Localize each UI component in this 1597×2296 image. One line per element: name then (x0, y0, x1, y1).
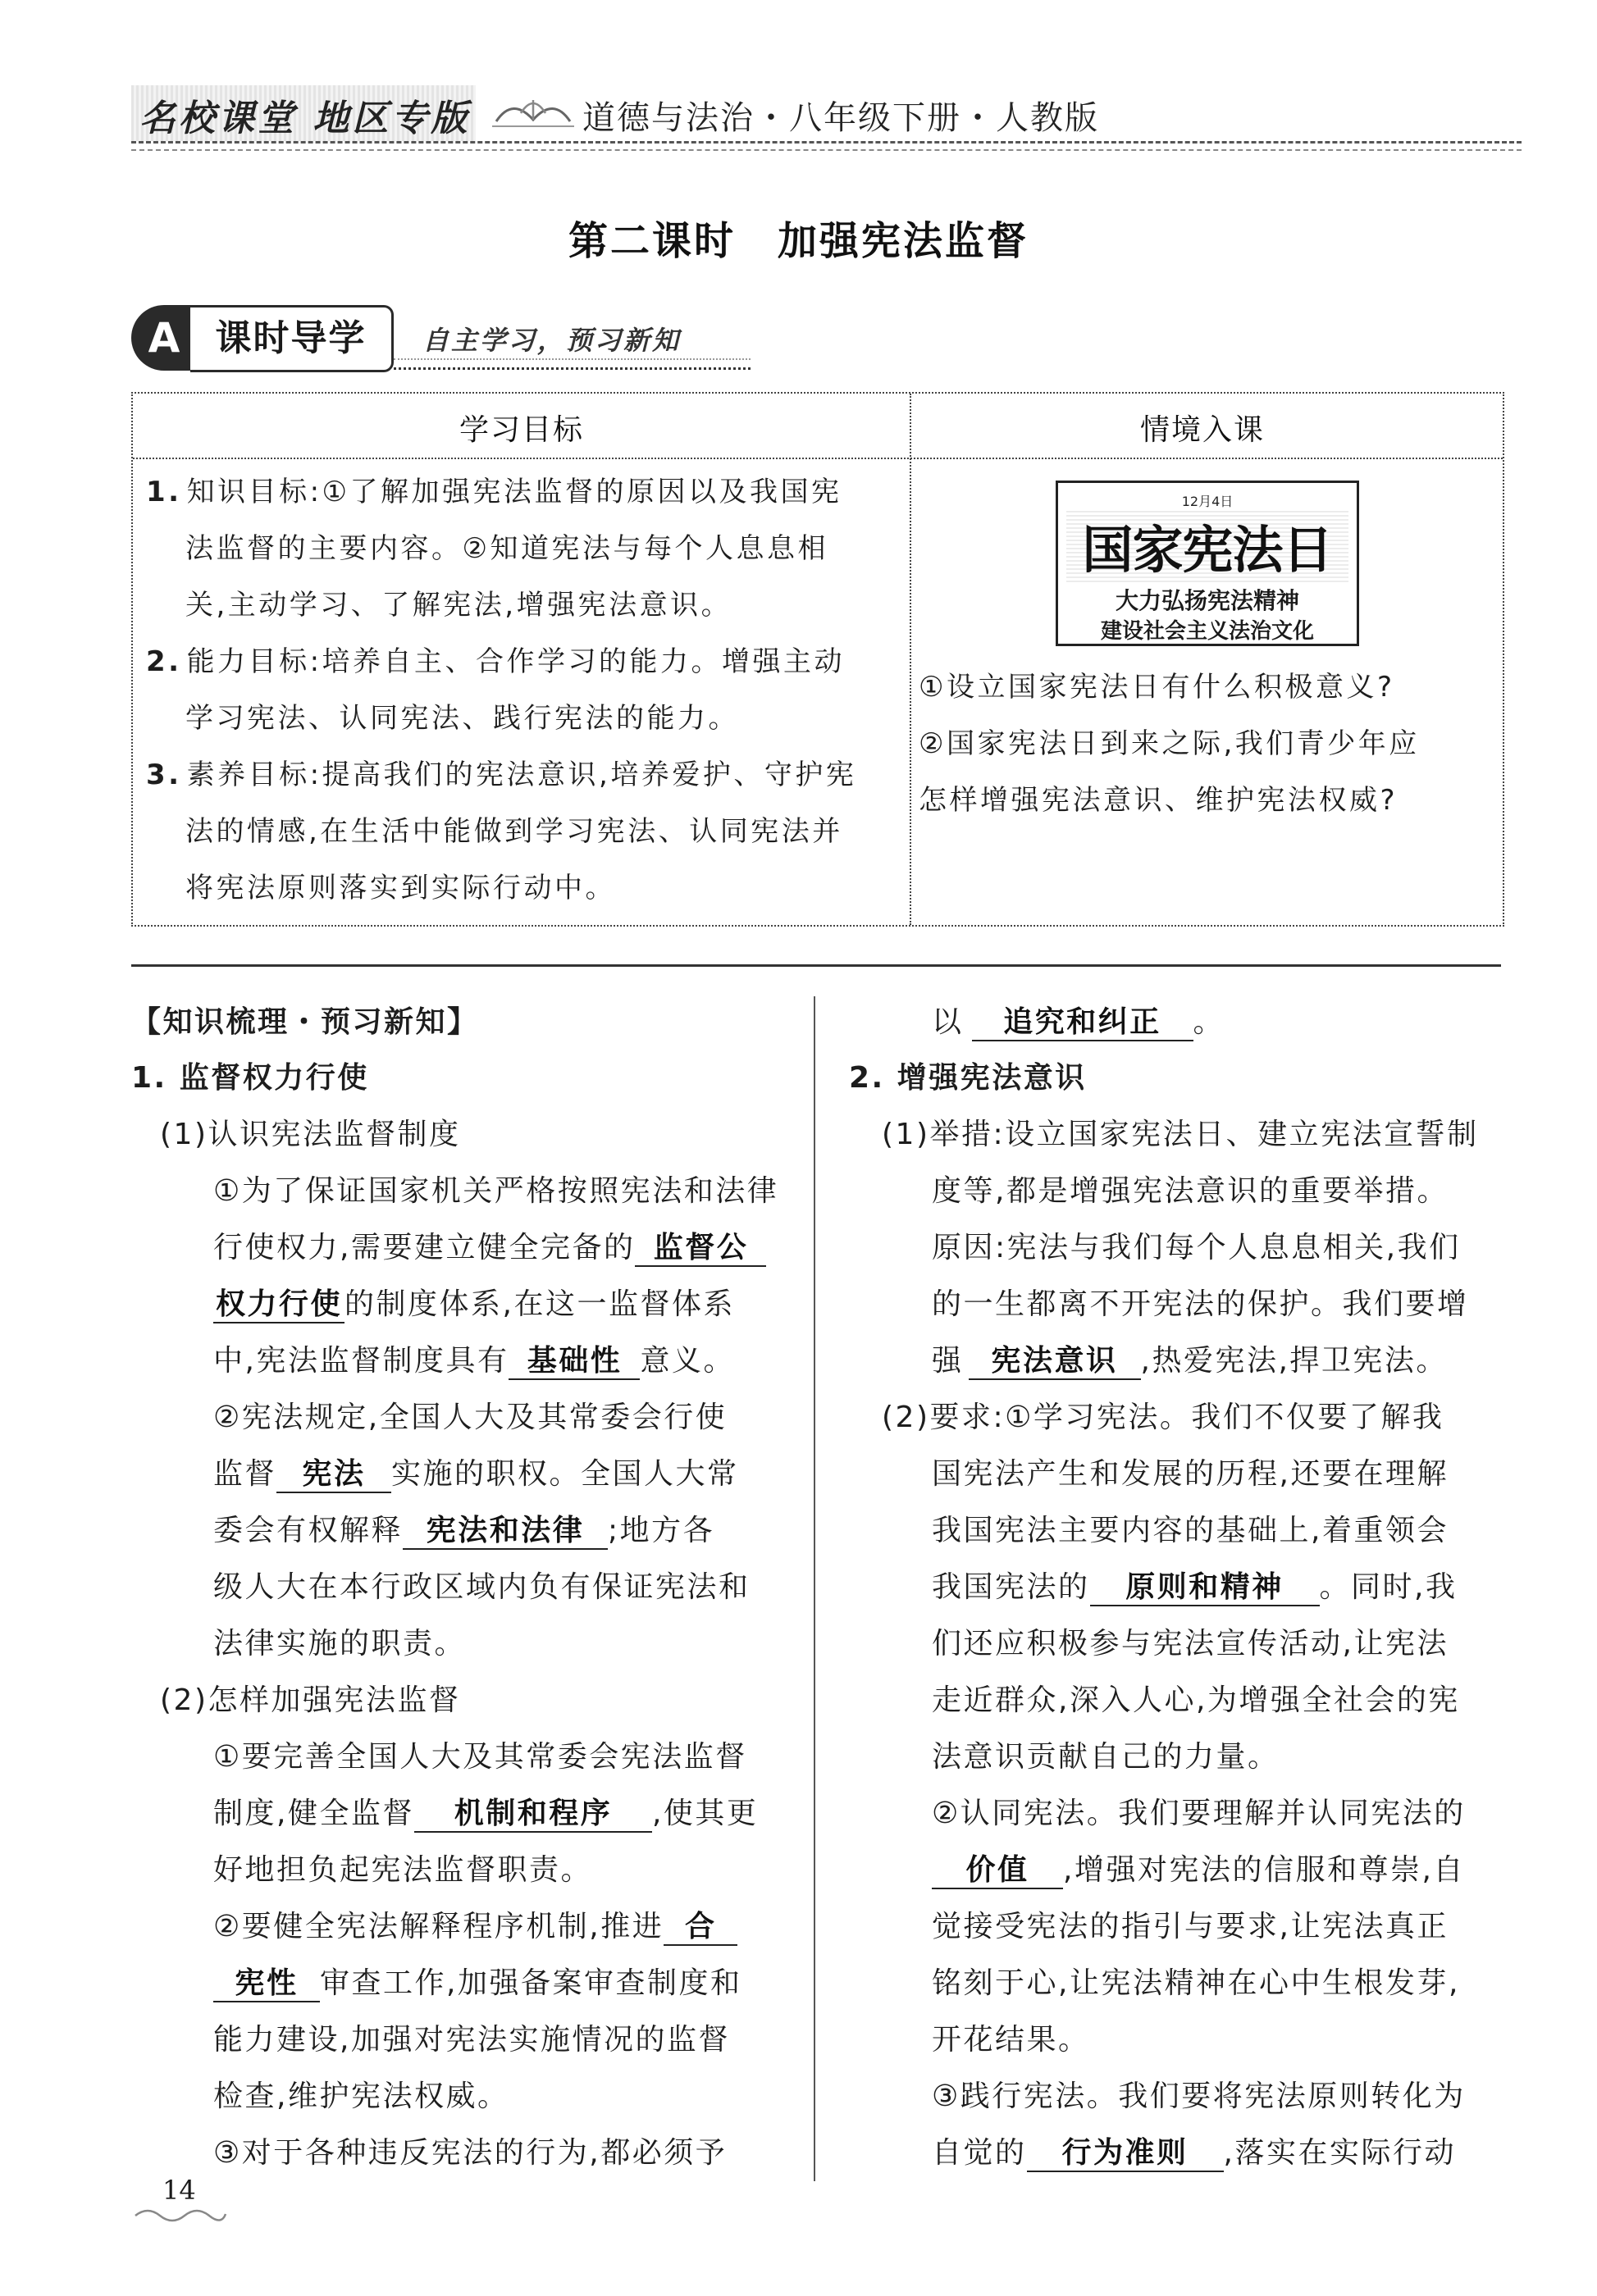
section-divider (131, 964, 1501, 967)
text-line: 度等,都是增强宪法意识的重要举措。 (932, 1174, 1449, 1208)
goal-item-2: 2. 能力目标:培养自主、合作学习的能力。增强主动 学习宪法、认同宪法、践行宪法的能力。 (146, 645, 846, 735)
text-line: ②认同宪法。我们要理解并认同宪法的 (932, 1797, 1466, 1830)
text-line: 法意识贡献自己的力量。 (932, 1740, 1280, 1774)
section-1-title: 1. 监督权力行使 (131, 1061, 369, 1095)
answer-blank: 行为准则 (1027, 2134, 1224, 2172)
text-line: (1)举措:设立国家宪法日、建立宪法宣誓制 (882, 1118, 1479, 1151)
header-scenario: 情境入课 (1140, 413, 1266, 447)
answer-blank: 合 (664, 1908, 737, 1946)
knowledge-heading: 【知识梳理・预习新知】 (131, 1005, 479, 1039)
series-title: 名校课堂 地区专版 (139, 98, 471, 139)
book-title: 道德与法治・八年级下册・人教版 (582, 99, 1099, 137)
goal-item-3: 3. 素养目标:提高我们的宪法意识,培养爱护、守护宪 法的情感,在生活中能做到学习宪法、认同宪法并 将宪法原则落实到实际行动中。 (146, 758, 857, 904)
text-line: (2)要求:①学习宪法。我们不仅要了解我 (882, 1401, 1444, 1434)
answer-blank: 机制和程序 (414, 1795, 652, 1833)
section-subtitle: 自主学习，预习新知 (422, 325, 682, 356)
section-2-title: 2. 增强宪法意识 (849, 1061, 1087, 1095)
text-line: 铭刻于心,让宪法精神在心中生根发芽, (932, 1966, 1460, 2000)
text-line: 强 宪法意识 ,热爱宪法,捍卫宪法。 (932, 1337, 1448, 1380)
table-header-divider (133, 458, 1503, 459)
answer-blank: 原则和精神 (1090, 1569, 1320, 1606)
header-rule (131, 141, 1522, 144)
subtitle-underline-top (394, 358, 751, 360)
text-line: 原因:宪法与我们每个人息息相关,我们 (932, 1231, 1461, 1264)
answer-blank: 监督公 (635, 1229, 766, 1267)
scenario-question-1: ①设立国家宪法日有什么积极意义? (919, 671, 1395, 704)
goal-number: 3. (146, 758, 182, 791)
text-line: 开花结果。 (932, 2023, 1090, 2057)
page-number: 14 (162, 2175, 196, 2206)
text-line: ②要健全宪法解释程序机制,推进 合 (213, 1903, 737, 1946)
text-line: ③践行宪法。我们要将宪法原则转化为 (932, 2080, 1466, 2113)
text-line: 法律实施的职责。 (213, 1627, 467, 1660)
page-title: 第二课时 加强宪法监督 (568, 218, 1029, 264)
text-line: ③对于各种违反宪法的行为,都必须予 (213, 2136, 728, 2170)
text-line: 好地担负起宪法监督职责。 (213, 1853, 593, 1887)
text-line: ②宪法规定,全国人大及其常委会行使 (213, 1401, 728, 1434)
constitution-day-poster (1056, 481, 1359, 646)
column-separator (814, 996, 815, 2181)
text-line: 级人大在本行政区域内负有保证宪法和 (213, 1570, 751, 1604)
swirl-ornament-icon (131, 2204, 230, 2224)
scenario-question-2-cont: 怎样增强宪法意识、维护宪法权威? (919, 784, 1399, 817)
text-line: ①要完善全国人大及其常委会宪法监督 (213, 1740, 747, 1774)
text-line: 的一生都离不开宪法的保护。我们要增 (932, 1287, 1469, 1321)
text-line: 走近群众,深入人心,为增强全社会的宪 (932, 1683, 1460, 1717)
text-line: 权力行使的制度体系,在这一监督体系 (213, 1281, 735, 1323)
answer-blank: 宪性 (213, 1965, 320, 2002)
text-line: 能力建设,加强对宪法实施情况的监督 (213, 2023, 730, 2057)
poster-slogan-2: 建设社会主义法治文化 (1100, 619, 1314, 644)
answer-blank: 宪法和法律 (403, 1512, 608, 1550)
text-line: 行使权力,需要建立健全完备的 监督公 (213, 1224, 766, 1267)
poster-date: 12月4日 (1181, 494, 1234, 509)
text-line: 自觉的 行为准则 ,落实在实际行动 (932, 2130, 1456, 2172)
text-line: 检查,维护宪法权威。 (213, 2080, 509, 2113)
text-line: ①为了保证国家机关严格按照宪法和法律 (213, 1174, 779, 1208)
text-line: 委会有权解释 宪法和法律 ;地方各 (213, 1507, 714, 1550)
text-line: 觉接受宪法的指引与要求,让宪法真正 (932, 1910, 1449, 1943)
subsection-1-2: (2)怎样加强宪法监督 (160, 1683, 461, 1717)
poster-slogan-1: 大力弘扬宪法精神 (1115, 587, 1299, 614)
text-line: 我国宪法主要内容的基础上,着重领会 (932, 1514, 1449, 1547)
answer-blank: 权力行使 (213, 1286, 344, 1323)
header-rule-secondary (131, 149, 1522, 151)
text-line: 们还应积极参与宪法宣传活动,让宪法 (932, 1627, 1449, 1660)
section-label: 课时导学 (190, 305, 394, 372)
subsection-1-1: (1)认识宪法监督制度 (160, 1118, 461, 1151)
text-line: 国宪法产生和发展的历程,还要在理解 (932, 1457, 1449, 1491)
subtitle-underline (394, 367, 751, 370)
answer-blank: 追究和纠正 (972, 1004, 1193, 1041)
answer-blank: 宪法意识 (969, 1342, 1141, 1380)
header-learning-goals: 学习目标 (459, 413, 585, 447)
text-line: 我国宪法的 原则和精神 。同时,我 (932, 1564, 1457, 1606)
poster-headline: 国家宪法日 (1066, 509, 1348, 582)
section-letter: A (131, 305, 197, 371)
text-line: 制度,健全监督 机制和程序 ,使其更 (213, 1790, 758, 1833)
leaf-ornament-icon (488, 89, 578, 134)
goal-item-1: 1. 知识目标:①了解加强宪法监督的原因以及我国宪 法监督的主要内容。②知道宪法与每个人息息相 关,主动学习、了解宪法,增强宪法意识。 (146, 476, 842, 622)
goal-number: 2. (146, 645, 182, 678)
text-line: 价值 ,增强对宪法的信服和尊崇,自 (932, 1847, 1465, 1889)
text-line: 中,宪法监督制度具有 基础性 意义。 (213, 1337, 735, 1380)
text-line: 监督 宪法 实施的职权。全国人大常 (213, 1451, 739, 1493)
table-column-divider (910, 394, 911, 925)
text-line: 宪性 审查工作,加强备案审查制度和 (213, 1960, 741, 2002)
answer-blank: 基础性 (509, 1342, 640, 1380)
scenario-question-2: ②国家宪法日到来之际,我们青少年应 (919, 727, 1420, 760)
goal-number: 1. (146, 476, 182, 508)
text-line: 以 追究和纠正 。 (932, 999, 1225, 1041)
answer-blank: 宪法 (276, 1456, 391, 1493)
answer-blank: 价值 (932, 1852, 1063, 1889)
